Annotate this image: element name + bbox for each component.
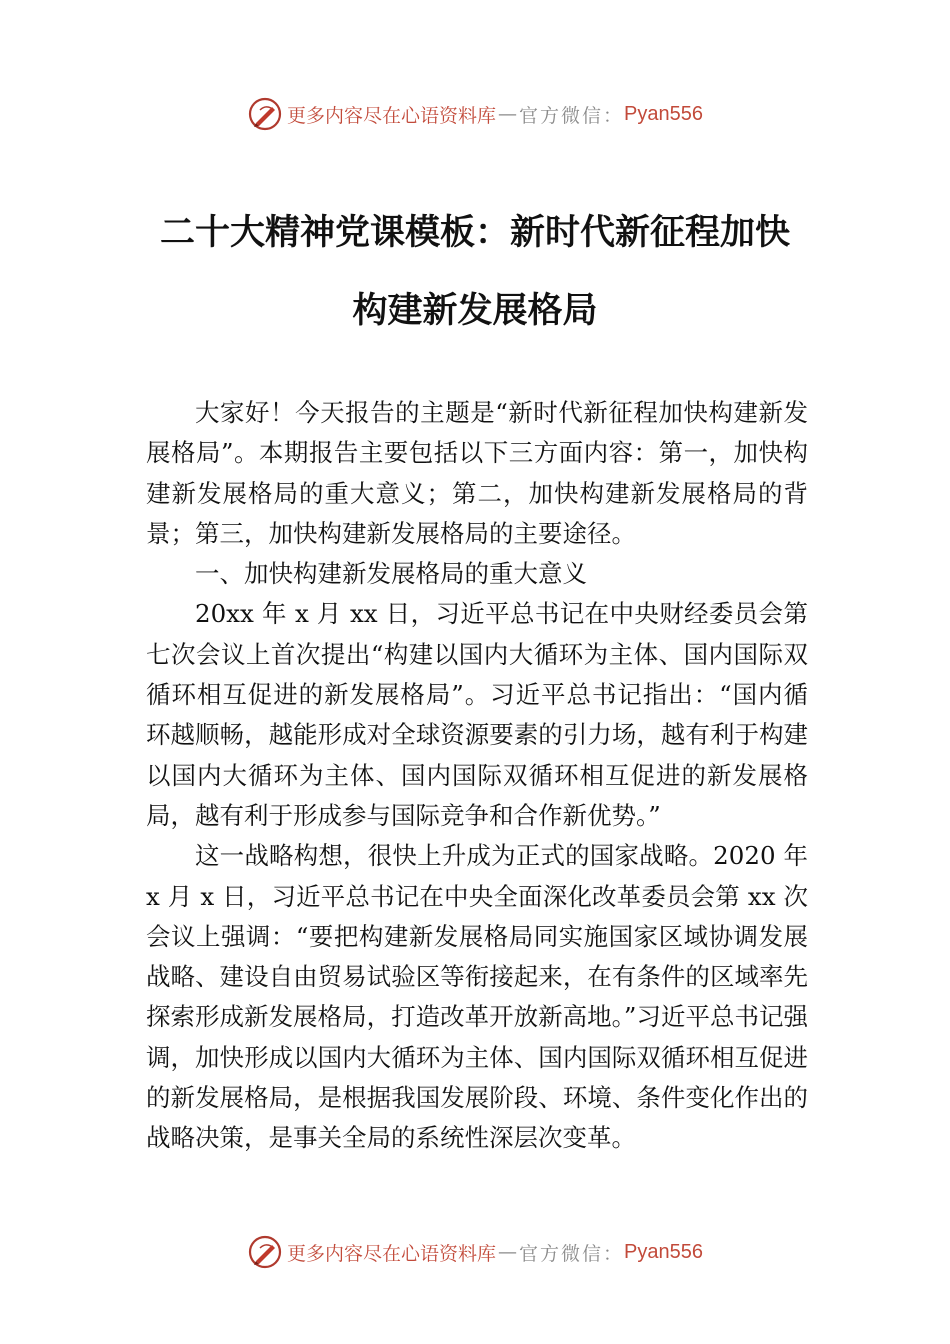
body-paragraph: 这一战略构想，很快上升成为正式的国家战略。2020 年 x 月 x 日，习近平总书记在中央全面深化改革委员会第 xx 次会议上强调：“要把构建新发展格局同实施国家区域协调发展战略、建设自由贸易试验区等衔接起来，在有条件的区域率先探索形成新发展格局，打造改革开放新高地。”习近平总书记强调，加快形成以国内大循环为主体、国内国际双循环相互促进的新发展格局，是根据我国发展阶段、环境、条件变化作出的战略决策，是事关全局的系统性深层次变革。 — [146, 841, 808, 1153]
document-title-line-2: 构建新发展格局 — [352, 290, 598, 331]
pen-logo-icon — [247, 96, 283, 132]
pen-logo-icon — [247, 1234, 283, 1270]
top-watermark-banner — [0, 94, 950, 134]
banner-wechat-label: 官方微信： — [519, 1242, 625, 1265]
banner-brand-text: 更多内容尽在心语资料库 — [287, 1242, 497, 1265]
banner-brand-text: 更多内容尽在心语资料库 — [287, 104, 497, 127]
banner-separator: — — [498, 103, 518, 125]
body-paragraph-intro: 大家好！今天报告的主题是“新时代新征程加快构建新发展格局”。本期报告主要包括以下三方面内容：第一，加快构建新发展格局的重大意义；第二，加快构建新发展格局的背景；第三，加快构建新发展格局的主要途径。 — [146, 398, 808, 548]
banner-wechat-id: Pyan556 — [624, 1240, 703, 1263]
document-body — [146, 393, 808, 1159]
banner-wechat-label: 官方微信： — [519, 104, 625, 127]
section-heading: 一、加快构建新发展格局的重大意义 — [195, 559, 587, 589]
banner-wechat-id: Pyan556 — [624, 102, 703, 125]
document-title-line-1: 二十大精神党课模板：新时代新征程加快 — [159, 212, 790, 253]
banner-separator: — — [498, 1241, 518, 1263]
body-paragraph: 20xx 年 x 月 xx 日，习近平总书记在中央财经委员会第七次会议上首次提出“构建以国内大循环为主体、国内国际双循环相互促进的新发展格局”。习近平总书记指出：“国内循环越顺畅，越能形成对全球资源要素的引力场，越有利于构建以国内大循环为主体、国内国际双循环相互促进的新发展格局，越有利于形成参与国际竞争和合作新优势。” — [146, 599, 808, 830]
bottom-watermark-banner — [0, 1232, 950, 1272]
